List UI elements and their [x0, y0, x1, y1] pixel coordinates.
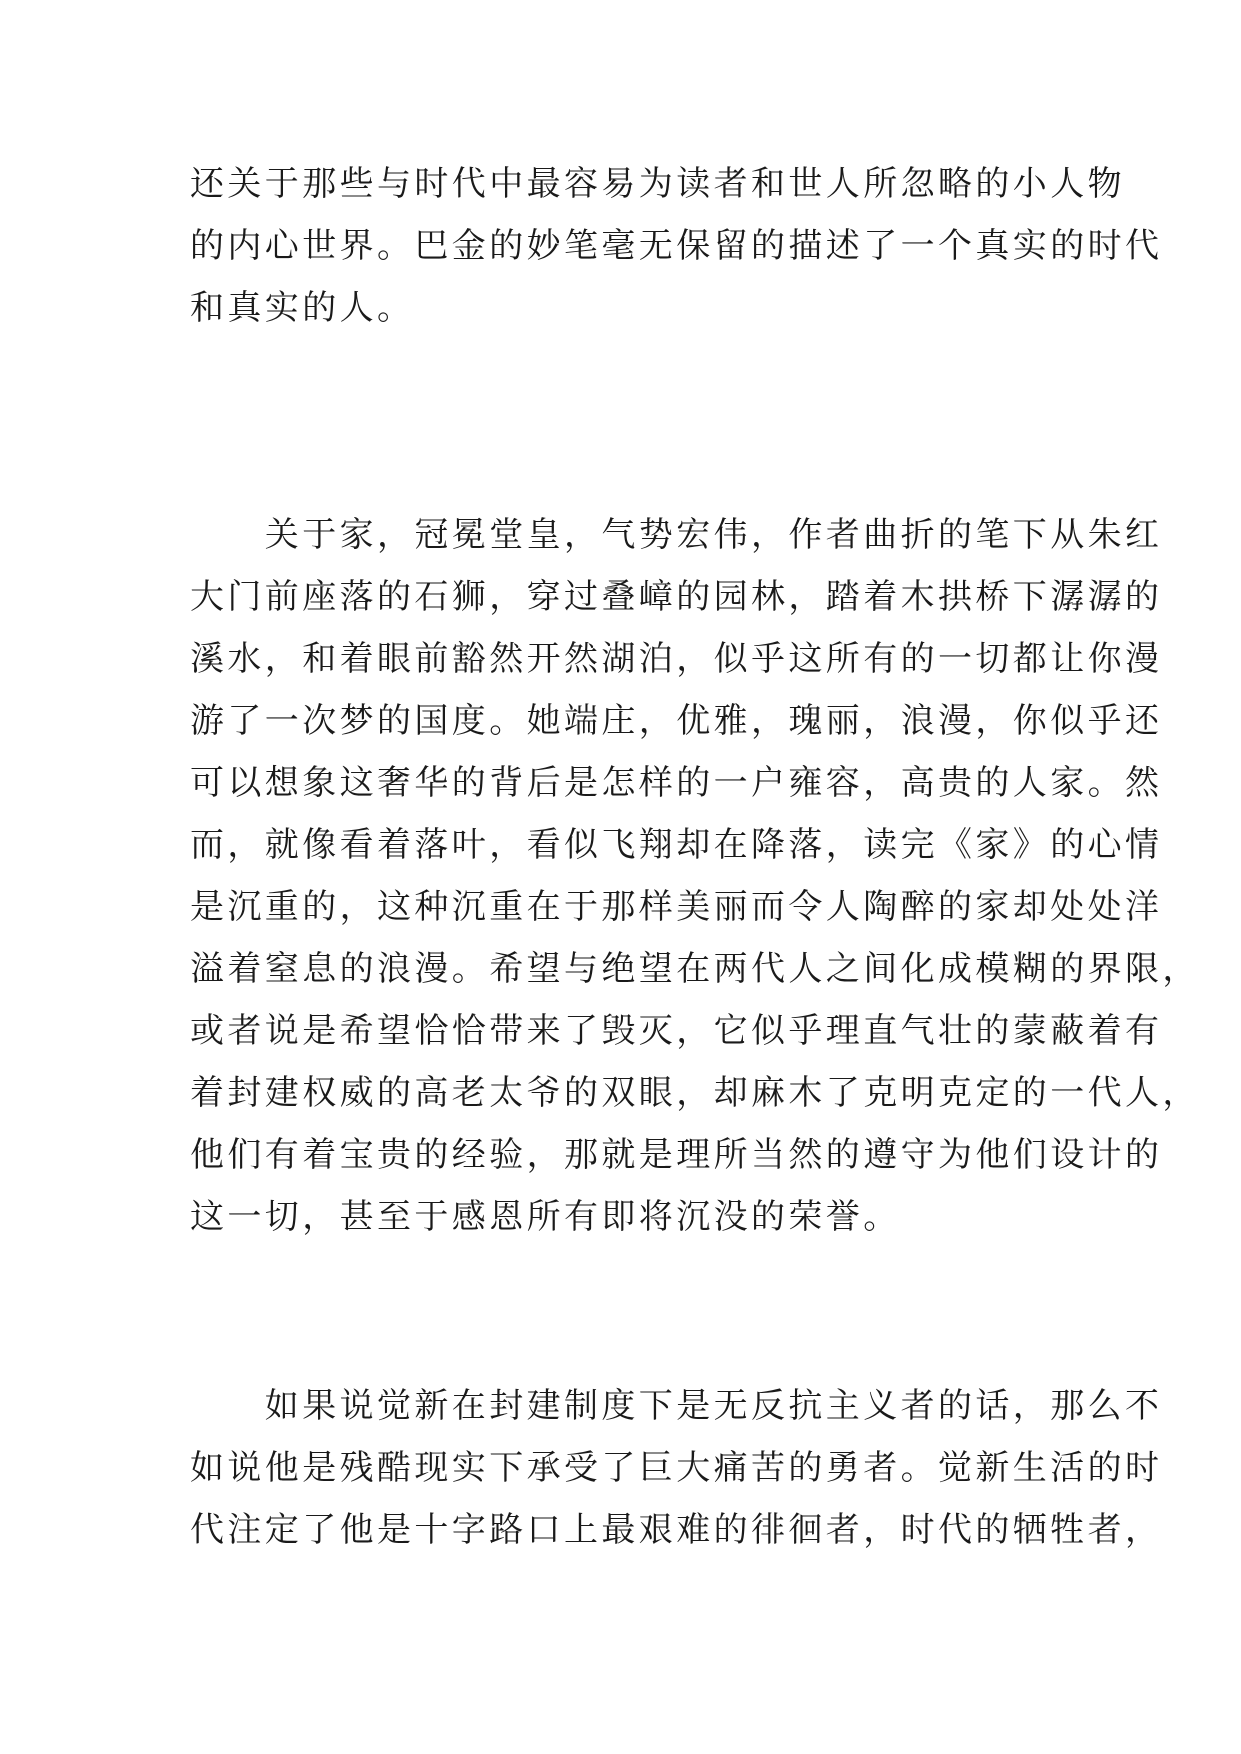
- text-line: 大门前座落的石狮，穿过叠嶂的园林，踏着木拱桥下潺潺的: [190, 577, 1163, 617]
- text-line: 和真实的人。: [190, 288, 415, 328]
- text-line: 还关于那些与时代中最容易为读者和世人所忽略的小人物: [190, 164, 1125, 204]
- text-line: 可以想象这奢华的背后是怎样的一户雍容，高贵的人家。然: [190, 763, 1163, 803]
- text-line: 溢着窒息的浪漫。希望与绝望在两代人之间化成模糊的界限，: [190, 949, 1200, 989]
- text-line: 这一切，甚至于感恩所有即将沉没的荣誉。: [190, 1197, 901, 1237]
- paragraph-2: [190, 504, 1200, 1248]
- text-line: 关于家，冠冕堂皇，气势宏伟，作者曲折的笔下从朱红: [190, 515, 1163, 555]
- text-line: 他们有着宝贵的经验，那就是理所当然的遵守为他们设计的: [190, 1135, 1163, 1175]
- text-line: 代注定了他是十字路口上最艰难的徘徊者，时代的牺牲者，: [190, 1510, 1163, 1550]
- text-line: 是沉重的，这种沉重在于那样美丽而令人陶醉的家却处处洋: [190, 887, 1163, 927]
- text-line: 游了一次梦的国度。她端庄，优雅，瑰丽，浪漫，你似乎还: [190, 701, 1163, 741]
- text-line: 溪水，和着眼前豁然开然湖泊，似乎这所有的一切都让你漫: [190, 639, 1163, 679]
- text-line: 的内心世界。巴金的妙笔毫无保留的描述了一个真实的时代: [190, 226, 1163, 266]
- text-line: 如果说觉新在封建制度下是无反抗主义者的话，那么不: [190, 1386, 1163, 1426]
- text-line: 而，就像看着落叶，看似飞翔却在降落，读完《家》的心情: [190, 825, 1163, 865]
- text-line: 着封建权威的高老太爷的双眼，却麻木了克明克定的一代人，: [190, 1073, 1200, 1113]
- paragraph-3: [190, 1375, 1163, 1561]
- text-line: 或者说是希望恰恰带来了毁灭，它似乎理直气壮的蒙蔽着有: [190, 1011, 1163, 1051]
- text-line: 如说他是残酷现实下承受了巨大痛苦的勇者。觉新生活的时: [190, 1448, 1163, 1488]
- paragraph-1: [190, 153, 1163, 339]
